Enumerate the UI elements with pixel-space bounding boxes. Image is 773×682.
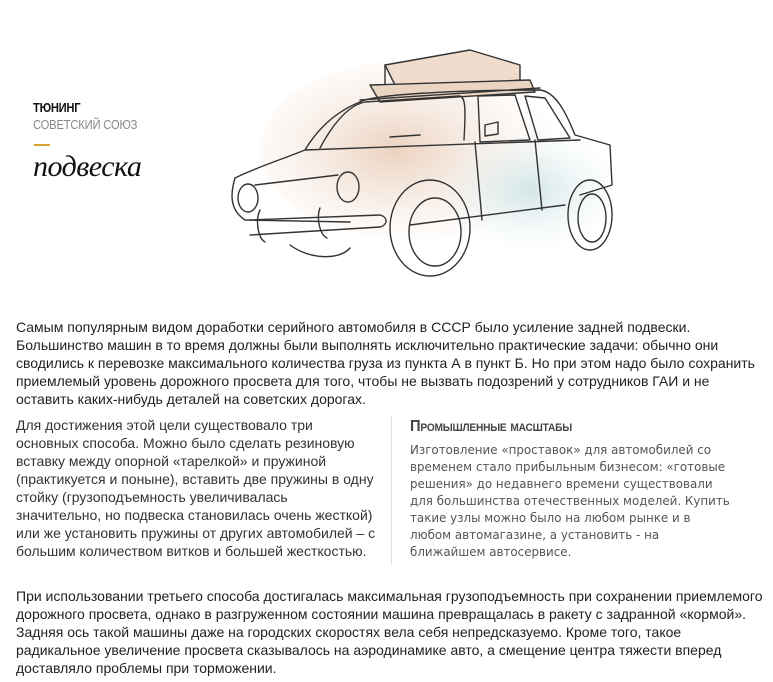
section-kicker: ТЮНИНГ — [33, 100, 81, 115]
car-illustration — [220, 10, 620, 280]
column-divider — [391, 416, 392, 564]
article-intro: Самым популярным видом доработки серийного автомобиля в СССР было усиление задней подвески. Большинство машин в то время должны были выполнять исключительно практические задачи: обычно они сводились к перевозке максимального количества груза из пункта А в пункт Б. Но при этом надо было сохранить приемлемый уровень дорожного просвета для того, чтобы не вызвать подозрений у сотрудников ГАИ и не оставить каких-нибудь деталей на советских дорогах. — [16, 319, 755, 407]
article-left-column: Для достижения этой цели существовало три основных способа. Можно было сделать резиновую вставку между опорной «тарелкой» и пружиной (практикуется и поныне), вставить две пружины в одну стойку (грузоподъемность увеличивалась значительно, но подвеска становилась очень жесткой) или же установить пружины от других автомобилей – с большим количеством витков и большей жесткостью. — [16, 417, 376, 559]
article-outro: При использовании третьего способа достигалась максимальная грузоподъемность при сохранении приемлемого дорожного просвета, однако в разгруженном состоянии машина превращалась в ракету с задранной «кормой». Задняя ось такой машины даже на городских скоростях вела себя непредсказуемо. Кроме того, такое радикальное увеличение просвета сказывалось на аэродинамике авто, а смещение центра тяжести вперед доставляло проблемы при торможении. — [16, 588, 763, 676]
accent-divider — [34, 144, 50, 146]
sidebar-title: Промышленные масштабы — [410, 418, 572, 435]
sidebar-text: Изготовление «проставок» для автомобилей со временем стало прибыльным бизнесом: «готовые решения» до недавнего времени существовали для большинства отечественных моделей. Купить такие узлы можно было на любом рынке и в любом автомагазине, а установить - на ближайшем автосервисе. — [410, 442, 730, 559]
page-title: подвеска — [33, 150, 142, 183]
section-subtitle: СОВЕТСКИЙ СОЮЗ — [33, 117, 138, 132]
